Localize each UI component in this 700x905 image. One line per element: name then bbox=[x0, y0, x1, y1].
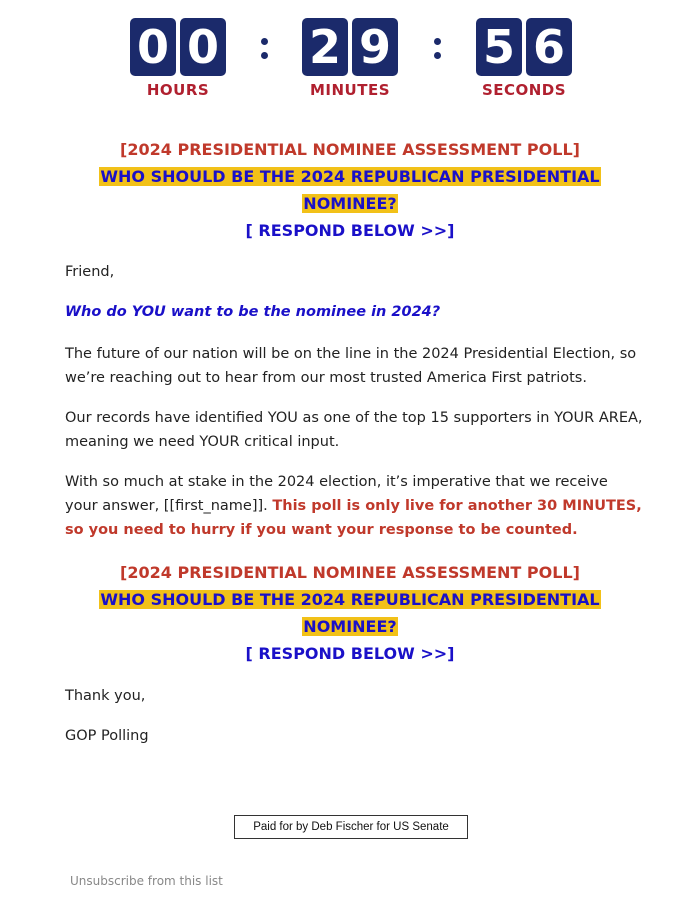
poll-question-line2[interactable]: NOMINEE? bbox=[303, 617, 397, 636]
paragraph-3-text: With so much at stake in the 2024 election, it’s imperative that we receive your answer, [[first_name]]. bbox=[65, 474, 608, 514]
poll-question-line2[interactable]: NOMINEE? bbox=[303, 194, 397, 213]
seconds-digit-2: 6 bbox=[526, 18, 572, 76]
hours-digit-1: 0 bbox=[130, 18, 176, 76]
paragraph-1: The future of our nation will be on the line in the 2024 Presidential Election, so we’re reaching out to hear from our most trusted America First patriots. bbox=[65, 346, 637, 386]
countdown-timer bbox=[0, 18, 700, 108]
question-text: Who do YOU want to be the nominee in 2024? bbox=[65, 304, 441, 320]
poll-title[interactable]: [2024 PRESIDENTIAL NOMINEE ASSESSMENT POLL] bbox=[120, 140, 580, 159]
headline-block-top[interactable] bbox=[0, 136, 700, 244]
paragraph-3 bbox=[65, 470, 645, 542]
paid-for-disclaimer: Paid for by Deb Fischer for US Senate bbox=[234, 815, 468, 839]
poll-question-line1[interactable]: WHO SHOULD BE THE 2024 REPUBLICAN PRESIDENTIAL bbox=[100, 167, 600, 186]
minutes-unit bbox=[302, 18, 398, 99]
colon-separator bbox=[431, 32, 443, 62]
colon-separator bbox=[258, 32, 270, 62]
greeting: Friend, bbox=[65, 264, 115, 280]
unsubscribe-link[interactable]: Unsubscribe from this list bbox=[70, 874, 223, 888]
closing-thanks: Thank you, bbox=[65, 688, 146, 704]
minutes-label: MINUTES bbox=[309, 81, 391, 99]
seconds-label: SECONDS bbox=[481, 81, 567, 99]
paragraph-2: Our records have identified YOU as one of the top 15 supporters in YOUR AREA, meaning we need YOUR critical input. bbox=[65, 410, 643, 450]
seconds-unit bbox=[476, 18, 572, 99]
respond-below-link[interactable]: [ RESPOND BELOW >>] bbox=[245, 221, 455, 240]
hours-digit-2: 0 bbox=[180, 18, 226, 76]
hours-label: HOURS bbox=[146, 81, 210, 99]
respond-below-link[interactable]: [ RESPOND BELOW >>] bbox=[245, 644, 455, 663]
urgency-text: This poll is only live for another 30 MINUTES, so you need to hurry if you want your response to be counted. bbox=[65, 498, 642, 538]
minutes-digit-2: 9 bbox=[352, 18, 398, 76]
signature: GOP Polling bbox=[65, 728, 149, 744]
headline-block-bottom[interactable] bbox=[0, 559, 700, 667]
seconds-digit-1: 5 bbox=[476, 18, 522, 76]
poll-title[interactable]: [2024 PRESIDENTIAL NOMINEE ASSESSMENT POLL] bbox=[120, 563, 580, 582]
poll-question-line1[interactable]: WHO SHOULD BE THE 2024 REPUBLICAN PRESIDENTIAL bbox=[100, 590, 600, 609]
hours-unit bbox=[130, 18, 226, 99]
minutes-digit-1: 2 bbox=[302, 18, 348, 76]
